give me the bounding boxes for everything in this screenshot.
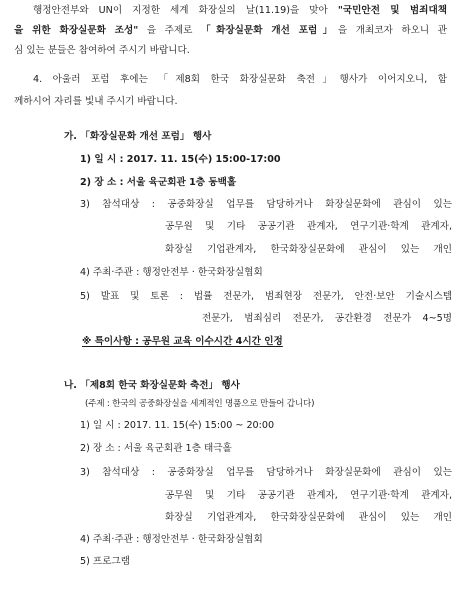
place-label: 2) 장 소 : (80, 443, 121, 454)
intro-line-2 (14, 24, 447, 37)
intro-emphasis: 을 위한 화장실문화 조성" (14, 25, 139, 36)
date-label: 1) 일 시 : (80, 154, 124, 165)
date-value: 2017. 11. 15(수) 15:00 ~ 20:00 (123, 420, 275, 431)
festival-theme: (주제 : 한국의 공중화장실을 세계적인 명품으로 만들어 갑니다) (85, 399, 315, 409)
forum-place (80, 176, 236, 189)
festival-program: 5) 프로그램 (80, 556, 130, 567)
festival-attendees-2: 공무원 및 기타 공공기관 관계자, 연구기관·학계 관계자, (165, 490, 452, 501)
forum-name: 「화장실문화 개선 포럼」 (201, 25, 338, 36)
forum-heading: 가. 「화장실문화 개선 포럼」 행사 (64, 131, 212, 142)
place-value: 서울 육군회관 1층 동백홀 (126, 177, 237, 188)
forum-speakers-1: 5) 발표 및 토론 : 법률 전문가, 범죄현장 전문가, 안전·보안 기술시스템 (80, 291, 452, 302)
festival-place (80, 442, 232, 455)
forum-host: 4) 주최·주관 : 행정안전부 · 한국화장실협회 (80, 267, 263, 278)
festival-host: 4) 주최·주관 : 행정안전부 · 한국화장실협회 (80, 534, 263, 545)
forum-attendees-1: 3) 참석대상 : 공중화장실 업무를 담당하거나 화장실문화에 관심이 있는 (80, 199, 452, 210)
festival-date (80, 419, 274, 432)
intro-text: 을 주제로 (138, 25, 202, 36)
forum-speakers-2: 전문가, 범죄심리 전문가, 공간환경 전문가 4~5명 (202, 313, 452, 324)
forum-date (80, 153, 281, 166)
intro-line-1 (33, 4, 447, 17)
intro-text: 을 개최코자 하오니 관 (337, 25, 447, 36)
forum-attendees-2: 공무원 및 기타 공공기관 관계자, 연구기관·학계 관계자, (165, 221, 452, 232)
intro-text: 행정안전부와 UN이 지정한 세계 화장실의 날(11.19)을 맞아 (33, 5, 338, 16)
date-label: 1) 일 시 : (80, 420, 121, 431)
forum-note: ※ 특이사항 : 공무원 교육 이수시간 4시간 인정 (82, 336, 283, 347)
place-value: 서울 육군회관 1층 태극홀 (123, 443, 232, 454)
intro-emphasis: "국민안전 및 범죄대책 (337, 5, 447, 16)
intro-line-3: 심 있는 분들은 참여하여 주시기 바랍니다. (14, 45, 190, 56)
item4-line-1: 4. 아울러 포럼 후에는 「제8회 한국 화장실문화 축전」행사가 이어지오니, 함 (33, 74, 447, 85)
date-value: 2017. 11. 15(수) 15:00-17:00 (126, 154, 281, 165)
forum-attendees-3: 화장실 기업관계자, 한국화장실문화에 관심이 있는 개인 (165, 244, 452, 255)
festival-attendees-1: 3) 참석대상 : 공중화장실 업무를 담당하거나 화장실문화에 관심이 있는 (80, 467, 452, 478)
festival-heading: 나. 「제8회 한국 화장실문화 축전」 행사 (64, 380, 240, 391)
item4-line-2: 께하시어 자리를 빛내 주시기 바랍니다. (14, 96, 178, 107)
place-label: 2) 장 소 : (80, 177, 124, 188)
festival-attendees-3: 화장실 기업관계자, 한국화장실문화에 관심이 있는 개인 (165, 512, 452, 523)
